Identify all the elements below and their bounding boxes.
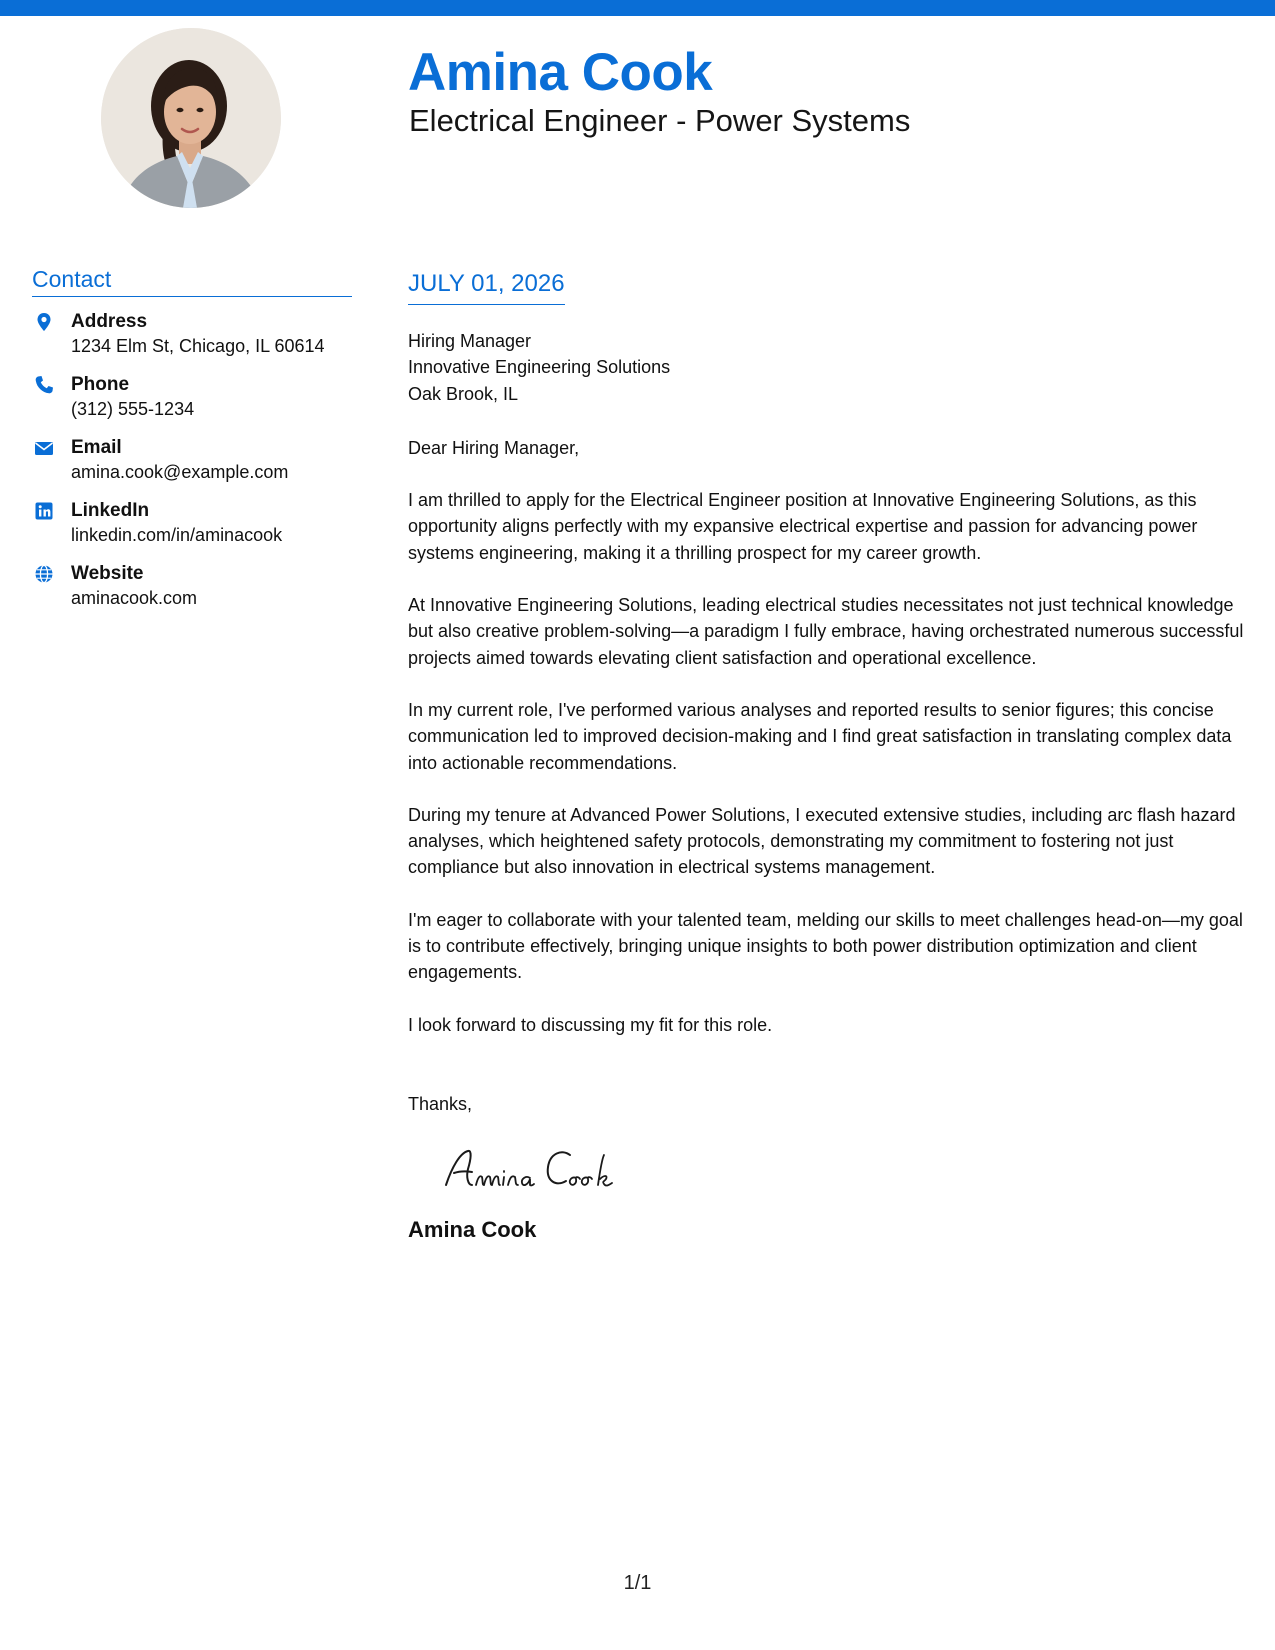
contact-item-website (32, 562, 362, 625)
letter-paragraph: At Innovative Engineering Solutions, leading electrical studies necessitates not just technical knowledge but also creative problem-solving—a paradigm I fully embrace, having orchestrated numerous successful projects aimed towards elevating client satisfaction and operational excellence. (408, 595, 1244, 668)
letter-paragraph: I'm eager to collaborate with your talented team, melding our skills to meet challenges head-on—my goal is to contribute effectively, bringing unique insights to both power distribution optimization and client engagements. (408, 909, 1243, 983)
letter-paragraph: During my tenure at Advanced Power Solutions, I executed extensive studies, including arc flash hazard analyses, which heightened safety protocols, demonstrating my commitment to fostering not just compliance but also innovation in electrical systems management. (408, 804, 1236, 878)
recipient-block (408, 328, 1258, 407)
recipient-line: Oak Brook, IL (408, 383, 519, 404)
profile-photo (101, 28, 281, 208)
contact-label: Email (71, 437, 122, 458)
contact-value: linkedin.com/in/aminacook (71, 525, 283, 545)
contact-value: (312) 555-1234 (71, 399, 195, 419)
signer-name: Amina Cook (408, 1217, 537, 1243)
contact-item-address (32, 310, 362, 373)
contact-value: 1234 Elm St, Chicago, IL 60614 (71, 336, 325, 356)
contact-heading: Contact (32, 266, 352, 297)
contact-label: Address (71, 311, 148, 332)
contact-value: amina.cook@example.com (71, 462, 289, 482)
closing-line: I look forward to discussing my fit for this role. (408, 1014, 773, 1035)
letter-date: JULY 01, 2026 (408, 270, 565, 305)
top-accent-bar (0, 0, 1275, 16)
contact-value: aminacook.com (71, 588, 198, 608)
sign-off: Thanks, (408, 1093, 473, 1114)
contact-label: Website (71, 563, 144, 584)
avatar (101, 28, 281, 208)
candidate-name: Amina Cook (408, 43, 713, 102)
linkedin-icon (34, 501, 54, 521)
contact-label: Phone (71, 374, 130, 395)
signature-image (438, 1141, 638, 1197)
contact-list (32, 310, 362, 625)
letter-body (408, 328, 1258, 1244)
globe-icon (34, 564, 54, 584)
envelope-icon (34, 438, 54, 458)
handwritten-signature (438, 1141, 1258, 1197)
page-number: 1/1 (623, 1572, 652, 1594)
recipient-line: Hiring Manager (408, 331, 532, 351)
job-title: Electrical Engineer - Power Systems (409, 103, 911, 138)
map-pin-icon (34, 312, 54, 332)
letter-paragraph: I am thrilled to apply for the Electrical Engineer position at Innovative Engineering Solutions, as this opportunity aligns perfectly with my expansive electrical expertise and passion for advancing power systems engineering, making it a thrilling prospect for my career growth. (408, 490, 1198, 563)
contact-item-linkedin (32, 499, 362, 562)
letter-paragraph: In my current role, I've performed various analyses and reported results to senior figures; this concise communication led to improved decision-making and I find great satisfaction in translating complex data into actionable recommendations. (408, 699, 1232, 773)
contact-item-email (32, 436, 362, 499)
contact-item-phone (32, 373, 362, 436)
contact-label: LinkedIn (71, 500, 150, 521)
recipient-line: Innovative Engineering Solutions (408, 357, 671, 378)
salutation: Dear Hiring Manager, (408, 437, 580, 458)
phone-icon (34, 375, 54, 395)
